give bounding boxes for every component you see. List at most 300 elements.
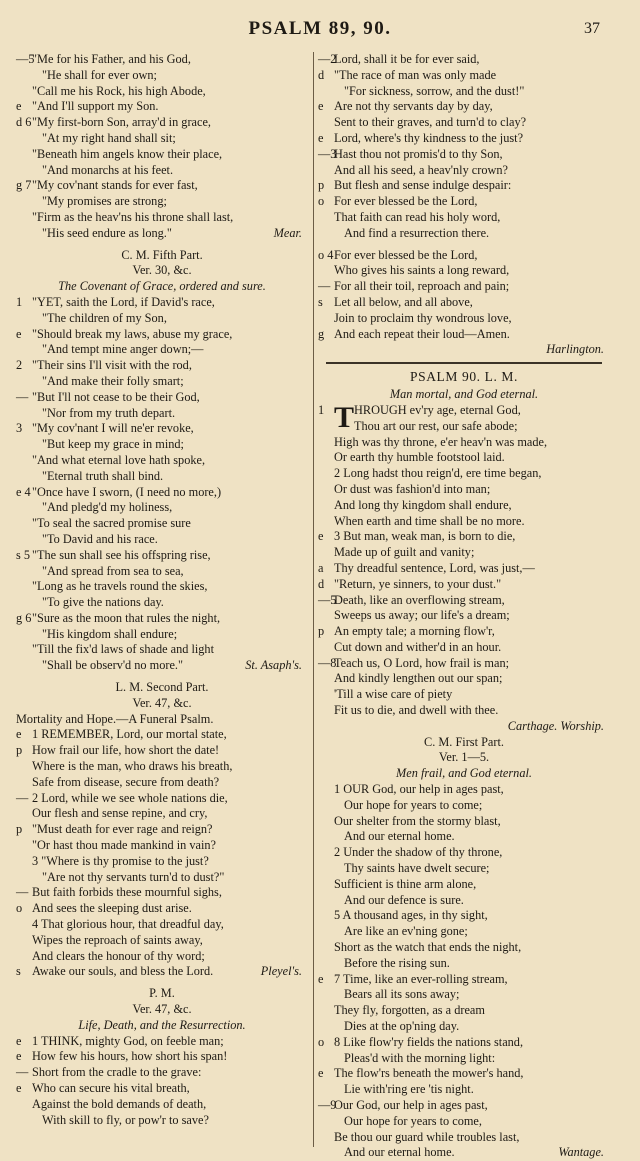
margin-mark: 2 bbox=[16, 358, 23, 373]
verse-line bbox=[318, 593, 610, 609]
line-text: And our defence is sure. bbox=[344, 892, 464, 907]
line-text: "Beneath him angels know their place, bbox=[32, 146, 223, 161]
section-heading bbox=[16, 696, 308, 712]
margin-mark: p bbox=[16, 822, 23, 837]
verse-line bbox=[318, 640, 610, 656]
verse-line bbox=[318, 419, 610, 435]
verse-line bbox=[16, 595, 308, 611]
section-heading bbox=[16, 263, 308, 279]
line-text: "Shall be observ'd no more." bbox=[42, 658, 184, 673]
line-text: Safe from disease, secure from death? bbox=[32, 774, 220, 789]
margin-mark: d 6 bbox=[16, 115, 32, 130]
line-text: 1 REMEMBER, Lord, our mortal state, bbox=[32, 727, 227, 742]
line-text: Our hope for years to come; bbox=[344, 797, 483, 812]
line-text: Ver. 1—5. bbox=[438, 750, 490, 765]
margin-mark: a bbox=[318, 560, 324, 575]
verse-line bbox=[16, 642, 308, 658]
verse-line bbox=[16, 1049, 308, 1065]
line-text: And clears the honour of thy word; bbox=[32, 948, 205, 963]
margin-mark: e bbox=[16, 99, 22, 114]
verse-line bbox=[318, 987, 610, 1003]
psalm-heading bbox=[318, 367, 610, 387]
margin-mark: —5 bbox=[318, 592, 337, 607]
verse-line bbox=[318, 163, 610, 179]
verse-line bbox=[16, 210, 308, 226]
margin-mark: s bbox=[16, 964, 21, 979]
verse-line bbox=[318, 1051, 610, 1067]
verse-line bbox=[16, 406, 308, 422]
line-text: "My cov'nant stands for ever fast, bbox=[32, 178, 198, 193]
verse-line bbox=[318, 1130, 610, 1146]
line-text: "Once have I sworn, (I need no more,) bbox=[32, 484, 222, 499]
margin-mark: p bbox=[318, 178, 325, 193]
verse-line bbox=[16, 194, 308, 210]
line-text: And sees the sleeping dust arise. bbox=[32, 901, 192, 916]
line-text: How frail our life, how short the date! bbox=[32, 743, 220, 758]
line-text: Lord, where's thy kindness to the just? bbox=[334, 130, 524, 145]
line-text: 2 Lord, while we see whole nations die, bbox=[32, 790, 228, 805]
line-text: Short from the cradle to the grave: bbox=[32, 1065, 202, 1080]
line-text: Pleas'd with the morning light: bbox=[344, 1050, 496, 1065]
section-heading bbox=[16, 680, 308, 696]
verse-line bbox=[16, 806, 308, 822]
line-text: "My cov'nant I will ne'er revoke, bbox=[32, 421, 194, 436]
right-column bbox=[318, 52, 610, 1161]
line-text: Dies at the op'ning day. bbox=[344, 1019, 460, 1034]
line-text: Lie with'ring ere 'tis night. bbox=[344, 1082, 474, 1097]
line-text: PSALM 90. L. M. bbox=[409, 369, 518, 385]
line-text: The Covenant of Grace, ordered and sure. bbox=[58, 279, 266, 294]
section-rule bbox=[318, 358, 610, 367]
margin-mark: —3 bbox=[318, 146, 337, 161]
line-text: Our hope for years to come, bbox=[344, 1113, 482, 1128]
line-text: "My first-born Son, array'd in grace, bbox=[32, 115, 212, 130]
line-text: And find a resurrection there. bbox=[344, 225, 490, 240]
tune-name: Wantage. bbox=[558, 1145, 604, 1160]
line-text: "His kingdom shall endure; bbox=[42, 626, 178, 641]
line-text: C. M. Fifth Part. bbox=[121, 247, 203, 262]
line-text: Sufficient is thine arm alone, bbox=[334, 876, 477, 891]
section-subtitle bbox=[16, 1018, 308, 1034]
margin-mark: o bbox=[16, 901, 23, 916]
verse-line bbox=[318, 814, 610, 830]
verse-line bbox=[318, 1035, 610, 1051]
line-text: "But keep my grace in mind; bbox=[42, 437, 184, 452]
line-text: And long thy kingdom shall endure, bbox=[334, 497, 512, 512]
line-text: "The sun shall see his offspring rise, bbox=[32, 547, 211, 562]
verse-line bbox=[16, 390, 308, 406]
verse-line bbox=[318, 972, 610, 988]
line-text: With skill to fly, or pow'r to save? bbox=[42, 1112, 209, 1127]
verse-line bbox=[16, 1097, 308, 1113]
line-text: That faith can read his holy word, bbox=[334, 209, 501, 224]
line-text: "But I'll not cease to be their God, bbox=[32, 389, 200, 404]
verse-line bbox=[16, 775, 308, 791]
verse-line bbox=[16, 854, 308, 870]
line-text: "Call me his Rock, his high Abode, bbox=[32, 83, 206, 98]
verse-line bbox=[318, 1066, 610, 1082]
verse-line bbox=[16, 1081, 308, 1097]
verse-line bbox=[16, 579, 308, 595]
line-text: The flow'rs beneath the mower's hand, bbox=[334, 1066, 524, 1081]
margin-mark: e bbox=[318, 529, 324, 544]
margin-mark: d bbox=[318, 576, 325, 591]
line-text: 3 But man, weak man, is born to die, bbox=[334, 529, 516, 544]
margin-mark: — bbox=[16, 790, 29, 805]
verse-line bbox=[318, 845, 610, 861]
section-subtitle bbox=[318, 766, 610, 782]
verse-line bbox=[318, 115, 610, 131]
verse-line bbox=[318, 327, 610, 343]
verse-line bbox=[318, 1019, 610, 1035]
line-text: "Should break my laws, abuse my grace, bbox=[32, 326, 233, 341]
line-text: Man mortal, and God eternal. bbox=[389, 387, 539, 402]
margin-mark: o bbox=[318, 194, 325, 209]
line-text: And all his seed, a heav'nly crown? bbox=[334, 162, 508, 177]
line-text: "Return, ye sinners, to your dust." bbox=[334, 576, 502, 591]
verse-line bbox=[16, 358, 308, 374]
margin-mark: g 7 bbox=[16, 178, 32, 193]
verse-line bbox=[16, 84, 308, 100]
margin-mark: e bbox=[16, 326, 22, 341]
margin-mark: — bbox=[16, 885, 29, 900]
line-text: "And pledg'd my holiness, bbox=[42, 500, 173, 515]
line-text: Are like an ev'ning gone; bbox=[344, 924, 468, 939]
line-text: "And spread from sea to sea, bbox=[42, 563, 184, 578]
line-text: Our God, our help in ages past, bbox=[334, 1098, 488, 1112]
line-text: "Must death for ever rage and reign? bbox=[32, 822, 213, 837]
line-text: Or dust was fashion'd into man; bbox=[334, 481, 491, 496]
verse-line bbox=[318, 514, 610, 530]
line-text: "Nor from my truth depart. bbox=[42, 405, 176, 420]
line-text: "The children of my Son, bbox=[42, 310, 167, 325]
verse-line bbox=[318, 529, 610, 545]
verse-line bbox=[318, 311, 610, 327]
line-text: 5 A thousand ages, in thy sight, bbox=[334, 908, 488, 923]
line-text: L. M. Second Part. bbox=[115, 680, 209, 695]
verse-line bbox=[318, 861, 610, 877]
margin-mark: 1 bbox=[16, 294, 23, 309]
verse-line bbox=[16, 485, 308, 501]
line-text: "To give the nations day. bbox=[42, 595, 164, 610]
line-text: Ver. 47, &c. bbox=[132, 1002, 192, 1017]
line-text: "For sickness, sorrow, and the dust!" bbox=[344, 83, 525, 98]
verse-line bbox=[318, 248, 610, 264]
line-text: "At my right hand shall sit; bbox=[42, 130, 176, 145]
verse-line bbox=[16, 949, 308, 965]
verse-line bbox=[16, 933, 308, 949]
line-text: Be thou our guard while troubles last, bbox=[334, 1129, 520, 1144]
verse-line bbox=[16, 564, 308, 580]
verse-line bbox=[16, 964, 308, 980]
verse-line bbox=[16, 759, 308, 775]
verse-line bbox=[318, 84, 610, 100]
section-heading bbox=[318, 735, 610, 751]
verse-line bbox=[318, 68, 610, 84]
verse-line bbox=[318, 703, 610, 719]
line-text: "His seed endure as long." bbox=[42, 225, 172, 240]
verse-line bbox=[318, 263, 610, 279]
line-text: And kindly lengthen out our span; bbox=[334, 671, 503, 686]
line-text: 4 That glorious hour, that dreadful day, bbox=[32, 917, 224, 932]
margin-mark: p bbox=[16, 743, 23, 758]
verse-line bbox=[318, 545, 610, 561]
line-text: Short as the watch that ends the night, bbox=[334, 940, 522, 955]
tune-name: Carthage. Worship. bbox=[507, 718, 604, 733]
left-column bbox=[16, 52, 308, 1128]
line-text: "The race of man was only made bbox=[334, 67, 497, 82]
verse-line bbox=[318, 924, 610, 940]
verse-line bbox=[318, 1114, 610, 1130]
line-text: "Their sins I'll visit with the rod, bbox=[32, 358, 192, 373]
line-text: Against the bold demands of death, bbox=[32, 1096, 207, 1111]
verse-line bbox=[318, 466, 610, 482]
line-text: "YET, saith the Lord, if David's race, bbox=[32, 294, 215, 309]
margin-mark: e bbox=[318, 1066, 324, 1081]
section-subtitle bbox=[318, 387, 610, 403]
margin-mark: — bbox=[318, 279, 331, 294]
line-text: Fit us to die, and dwell with thee. bbox=[334, 703, 499, 718]
line-text: 'Till a wise care of piety bbox=[334, 687, 453, 702]
tune-name: Pleyel's. bbox=[260, 964, 302, 979]
line-text: Our flesh and sense repine, and cry, bbox=[32, 806, 208, 821]
running-title: PSALM 89, 90. bbox=[248, 18, 392, 39]
verse-line bbox=[318, 877, 610, 893]
verse-line bbox=[318, 908, 610, 924]
verse-line bbox=[16, 611, 308, 627]
line-text: HROUGH ev'ry age, eternal God, bbox=[354, 402, 521, 417]
line-text: Life, Death, and the Resurrection. bbox=[78, 1017, 246, 1032]
line-text: Sweeps us away; our life's a dream; bbox=[334, 608, 510, 623]
verse-line bbox=[16, 115, 308, 131]
line-text: Lord, shall it be for ever said, bbox=[334, 52, 480, 66]
line-text: Join to proclaim thy wondrous love, bbox=[334, 310, 512, 325]
line-text: 7 Time, like an ever-rolling stream, bbox=[334, 971, 508, 986]
line-text: Are not thy servants day by day, bbox=[334, 99, 493, 114]
verse-line bbox=[16, 516, 308, 532]
margin-mark: —2 bbox=[318, 52, 337, 66]
margin-mark: 3 bbox=[16, 421, 23, 436]
verse-line bbox=[16, 822, 308, 838]
line-text: An empty tale; a morning flow'r, bbox=[334, 624, 495, 639]
verse-line bbox=[16, 727, 308, 743]
line-text: "To David and his race. bbox=[42, 531, 158, 546]
line-text: High was thy throne, e'er heav'n was made, bbox=[334, 434, 548, 449]
verse-line bbox=[318, 624, 610, 640]
verse-line bbox=[318, 131, 610, 147]
verse-line bbox=[16, 1065, 308, 1081]
section-heading bbox=[318, 750, 610, 766]
line-text: Thy saints have dwelt secure; bbox=[344, 861, 490, 876]
margin-mark: e bbox=[318, 971, 324, 986]
margin-mark: s bbox=[318, 294, 323, 309]
line-text: Ver. 30, &c. bbox=[132, 263, 192, 278]
page-header bbox=[0, 18, 640, 48]
line-text: "To seal the sacred promise sure bbox=[32, 516, 191, 531]
verse-line bbox=[318, 342, 610, 358]
margin-mark: g bbox=[318, 326, 325, 341]
verse-line bbox=[16, 147, 308, 163]
verse-line bbox=[16, 500, 308, 516]
line-text: Or earth thy humble footstool laid. bbox=[334, 450, 505, 465]
margin-mark: — bbox=[16, 1065, 29, 1080]
line-text: "And make their folly smart; bbox=[42, 373, 184, 388]
tune-name: St. Asaph's. bbox=[245, 658, 302, 673]
margin-mark: —9 bbox=[318, 1098, 337, 1112]
line-text: "Me for his Father, and his God, bbox=[32, 52, 191, 66]
verse-line bbox=[16, 52, 308, 68]
line-text: Hast thou not promis'd to thy Son, bbox=[334, 146, 503, 161]
verse-line bbox=[318, 1003, 610, 1019]
line-text: Before the rising sun. bbox=[344, 955, 450, 970]
verse-line bbox=[318, 561, 610, 577]
line-text: And our eternal home. bbox=[344, 1145, 455, 1160]
line-text: And our eternal home. bbox=[344, 829, 455, 844]
line-text: C. M. First Part. bbox=[424, 734, 504, 749]
column-divider bbox=[313, 52, 314, 1147]
verse-line bbox=[318, 295, 610, 311]
line-text: Sent to their graves, and turn'd to clay? bbox=[334, 115, 527, 130]
verse-line bbox=[318, 1082, 610, 1098]
line-text: Who gives his saints a long reward, bbox=[334, 263, 510, 278]
margin-mark: e bbox=[318, 99, 324, 114]
verse-line bbox=[16, 627, 308, 643]
verse-line bbox=[16, 532, 308, 548]
line-text: "Are not thy servants turn'd to dust?" bbox=[42, 869, 225, 884]
line-text: For ever blessed be the Lord, bbox=[334, 194, 478, 209]
section-heading bbox=[16, 248, 308, 264]
line-text: For ever blessed be the Lord, bbox=[334, 247, 478, 262]
line-text: Where is the man, who draws his breath, bbox=[32, 759, 233, 774]
verse-line bbox=[16, 131, 308, 147]
section-heading bbox=[16, 1002, 308, 1018]
line-text: 1 THINK, mighty God, on feeble man; bbox=[32, 1033, 224, 1048]
line-text: 2 Long hadst thou reign'd, ere time began, bbox=[334, 466, 542, 481]
verse-line bbox=[318, 482, 610, 498]
verse-line bbox=[16, 712, 308, 728]
verse-line bbox=[16, 295, 308, 311]
margin-mark: o bbox=[318, 1034, 325, 1049]
line-text: Made up of guilt and vanity; bbox=[334, 545, 475, 560]
verse-line bbox=[318, 52, 610, 68]
margin-mark: e bbox=[16, 1081, 22, 1095]
verse-line bbox=[318, 435, 610, 451]
verse-line bbox=[16, 917, 308, 933]
line-text: "Eternal truth shall bind. bbox=[42, 468, 164, 483]
line-text: Awake our souls, and bless the Lord. bbox=[32, 964, 214, 979]
line-text: Let all below, and all above, bbox=[334, 294, 473, 309]
line-text: When earth and time shall be no more. bbox=[334, 513, 525, 528]
verse-line bbox=[16, 838, 308, 854]
tune-name: Mear. bbox=[273, 225, 302, 240]
line-text: "And I'll support my Son. bbox=[32, 99, 159, 114]
verse-line bbox=[318, 279, 610, 295]
verse-line bbox=[318, 210, 610, 226]
line-text: 1 OUR God, our help in ages past, bbox=[334, 782, 504, 797]
verse-line bbox=[16, 437, 308, 453]
line-text: For all their toil, reproach and pain; bbox=[334, 279, 510, 294]
line-text: Wipes the reproach of saints away, bbox=[32, 932, 203, 947]
verse-line bbox=[16, 901, 308, 917]
margin-mark: e bbox=[16, 1049, 22, 1064]
line-text: Mortality and Hope.—A Funeral Psalm. bbox=[16, 711, 214, 726]
line-text: Bears all its sons away; bbox=[344, 987, 460, 1002]
margin-mark: —8 bbox=[318, 655, 337, 670]
verse-line bbox=[318, 178, 610, 194]
verse-line bbox=[16, 548, 308, 564]
tune-name: Harlington. bbox=[546, 342, 604, 357]
margin-mark: o 4 bbox=[318, 247, 334, 262]
verse-line bbox=[318, 671, 610, 687]
line-text: Men frail, and God eternal. bbox=[396, 766, 532, 781]
verse-line bbox=[16, 178, 308, 194]
line-text: But flesh and sense indulge despair: bbox=[334, 178, 512, 193]
margin-mark: —5 bbox=[16, 52, 35, 66]
verse-line bbox=[318, 608, 610, 624]
line-text: Thou art our rest, our safe abode; bbox=[354, 418, 518, 433]
line-text: P. M. bbox=[149, 986, 175, 1001]
line-text: And each repeat their loud—Amen. bbox=[334, 326, 510, 341]
line-text: "My promises are strong; bbox=[42, 194, 167, 209]
line-text: "Till the fix'd laws of shade and light bbox=[32, 642, 214, 657]
verse-line bbox=[16, 327, 308, 343]
line-text: "Or hast thou made mankind in vain? bbox=[32, 838, 216, 853]
line-text: But faith forbids these mournful sighs, bbox=[32, 885, 222, 900]
line-text: How few his hours, how short his span! bbox=[32, 1049, 228, 1064]
verse-line bbox=[16, 421, 308, 437]
margin-mark: d bbox=[318, 67, 325, 82]
line-text: Teach us, O Lord, how frail is man; bbox=[334, 655, 510, 670]
verse-line bbox=[318, 498, 610, 514]
margin-mark: — bbox=[16, 389, 29, 404]
section-subtitle bbox=[16, 279, 308, 295]
verse-line bbox=[16, 99, 308, 115]
verse-line bbox=[16, 1034, 308, 1050]
margin-mark: 1 bbox=[318, 402, 325, 417]
drop-cap: T bbox=[334, 400, 355, 434]
line-text: "Firm as the heav'ns his throne shall last, bbox=[32, 209, 234, 224]
verse-line bbox=[318, 1145, 610, 1161]
line-text: 3 "Where is thy promise to the just? bbox=[32, 853, 209, 868]
verse-line bbox=[16, 870, 308, 886]
line-text: Ver. 47, &c. bbox=[132, 695, 192, 710]
line-text: 8 Like flow'ry fields the nations stand, bbox=[334, 1034, 524, 1049]
verse-line bbox=[318, 577, 610, 593]
verse-line bbox=[16, 1113, 308, 1129]
margin-mark: g 6 bbox=[16, 610, 32, 625]
verse-line bbox=[16, 658, 308, 674]
verse-line bbox=[16, 469, 308, 485]
line-text: Death, like an overflowing stream, bbox=[334, 592, 505, 607]
verse-line bbox=[16, 68, 308, 84]
verse-line bbox=[16, 226, 308, 242]
verse-line bbox=[16, 743, 308, 759]
verse-line bbox=[318, 940, 610, 956]
line-text: Cut down and wither'd in an hour. bbox=[334, 639, 502, 654]
margin-mark: e bbox=[16, 1033, 22, 1048]
line-text: "Sure as the moon that rules the night, bbox=[32, 610, 221, 625]
verse-line bbox=[318, 99, 610, 115]
verse-line bbox=[318, 450, 610, 466]
margin-mark: p bbox=[318, 624, 325, 639]
verse-line bbox=[318, 798, 610, 814]
verse-line bbox=[16, 342, 308, 358]
line-text: "Long as he travels round the skies, bbox=[32, 579, 208, 594]
verse-line bbox=[16, 163, 308, 179]
line-text: Thy dreadful sentence, Lord, was just,— bbox=[334, 560, 535, 575]
margin-mark: e bbox=[318, 130, 324, 145]
line-text: "He shall for ever own; bbox=[42, 67, 157, 82]
